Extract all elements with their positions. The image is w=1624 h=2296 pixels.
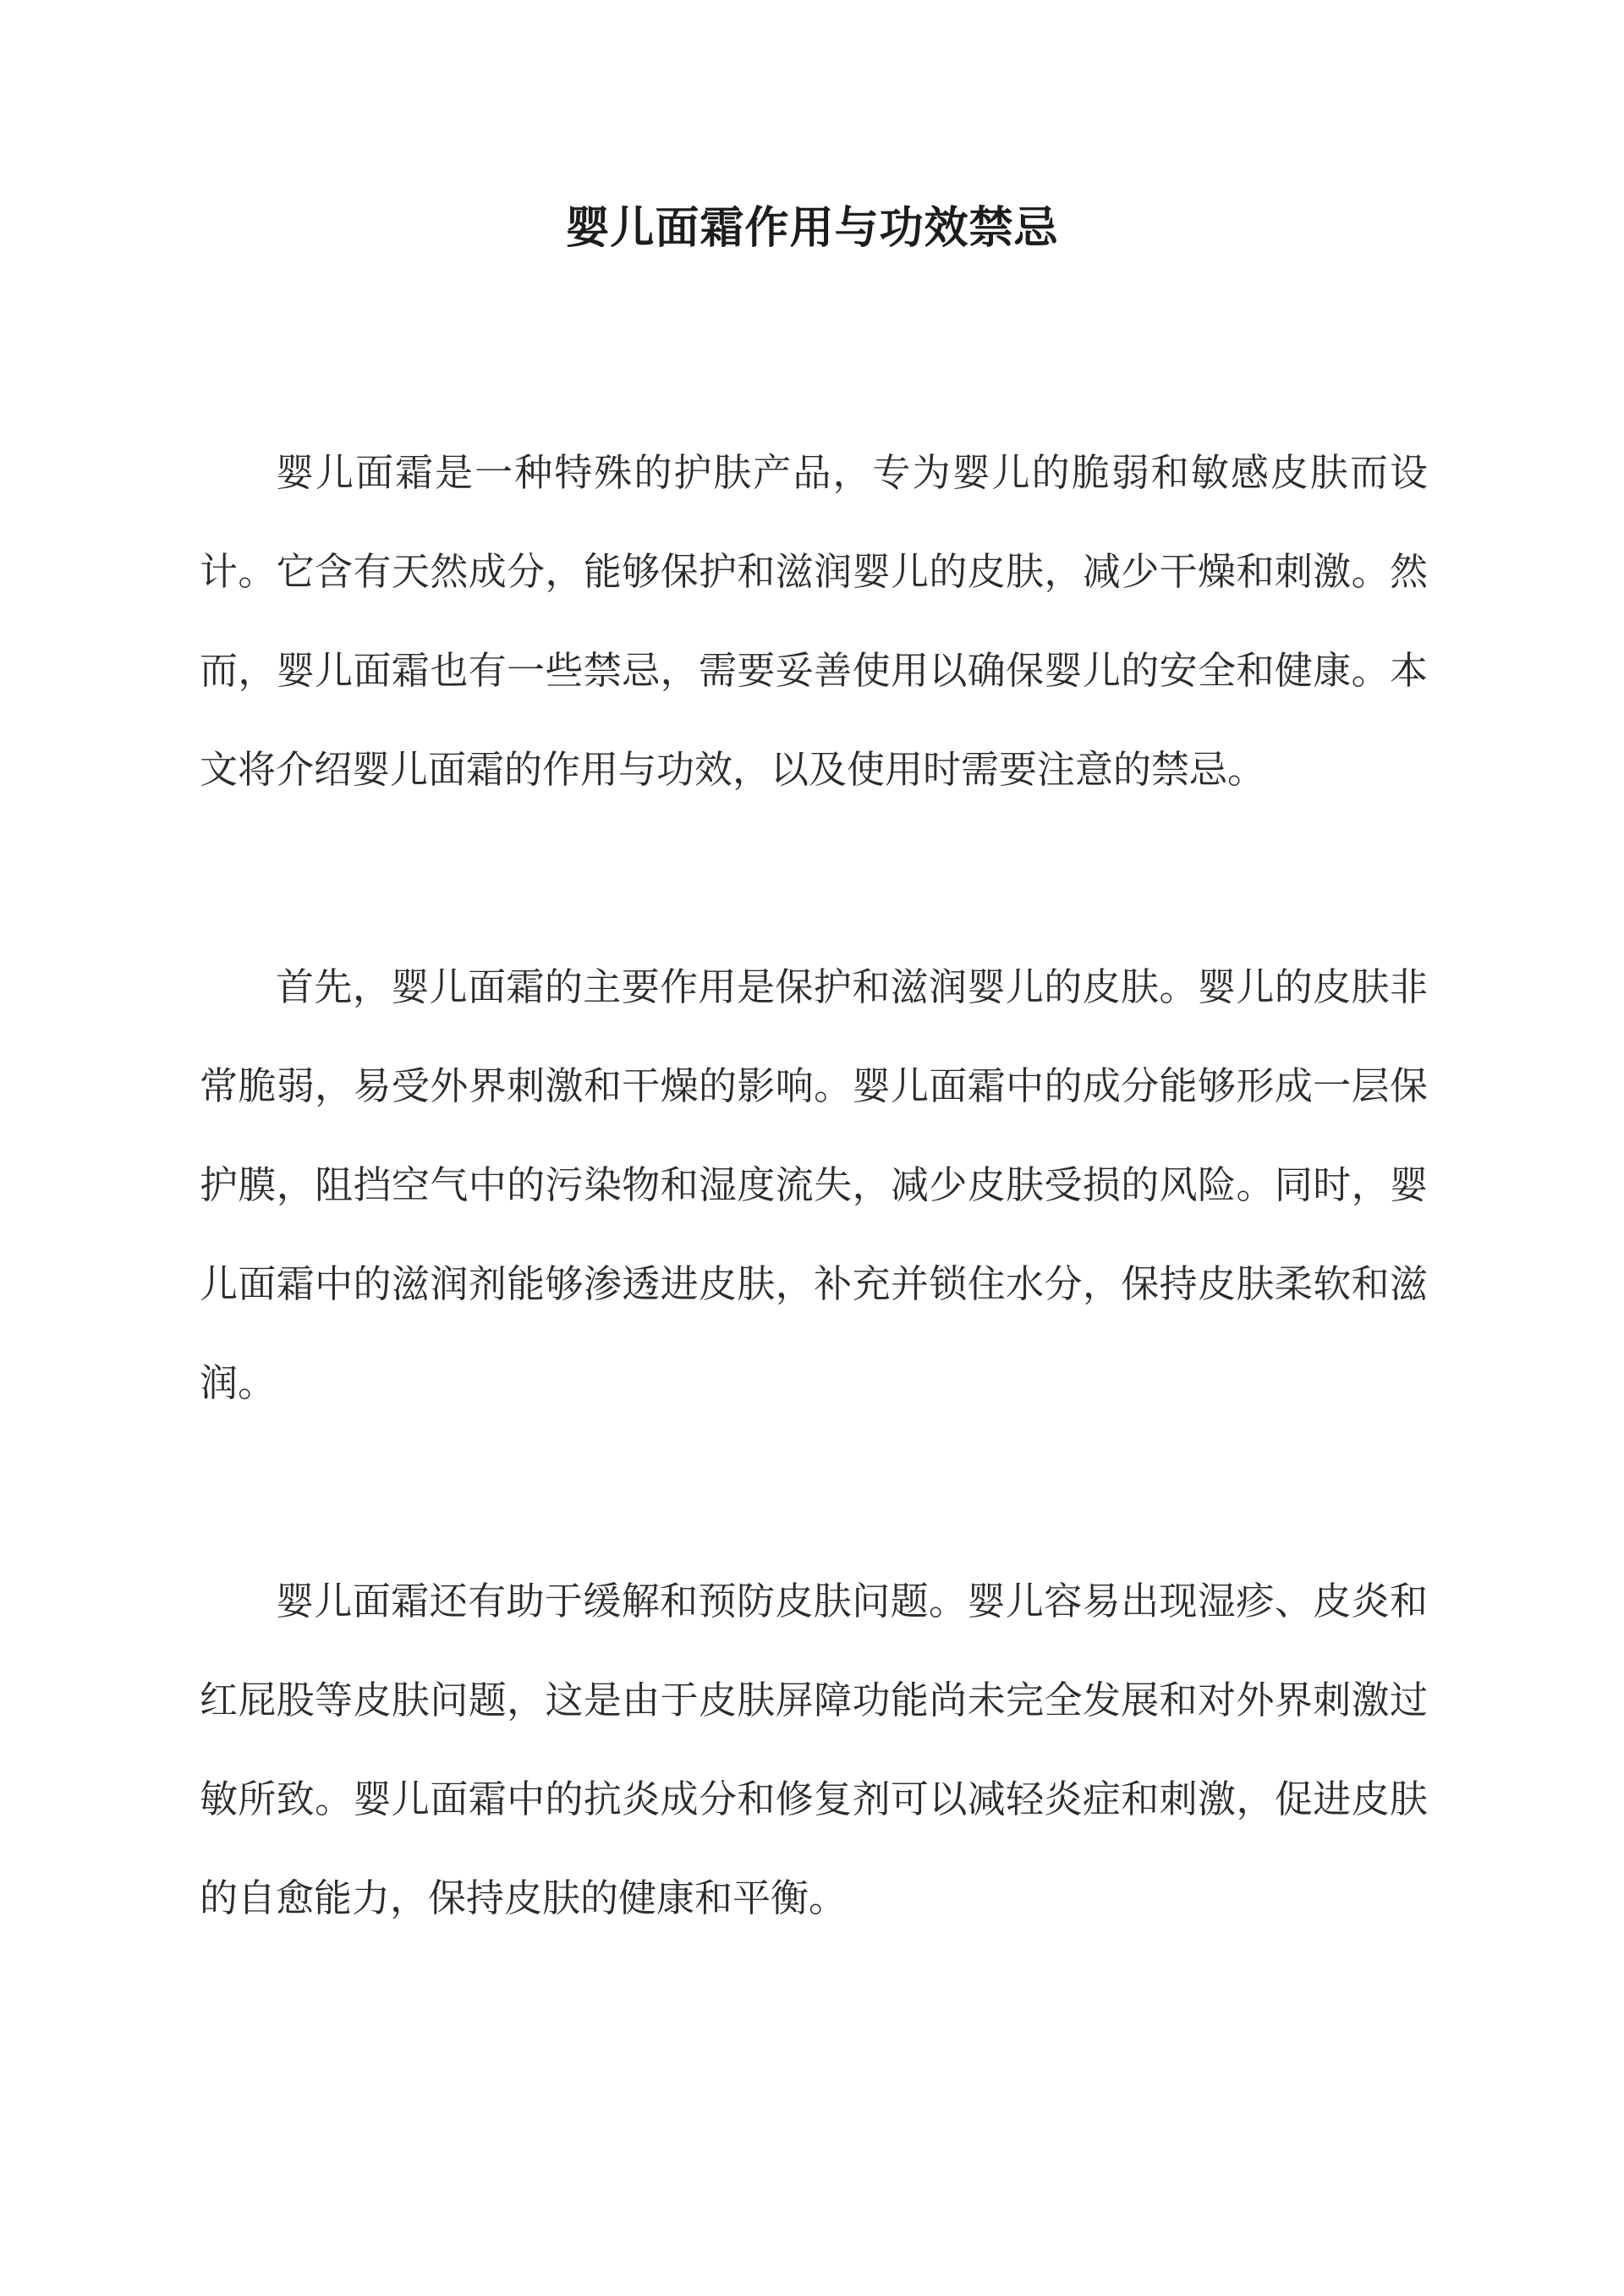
paragraph-skin-problems: 婴儿面霜还有助于缓解和预防皮肤问题。婴儿容易出现湿疹、皮炎和红屁股等皮肤问题，这是由于皮肤屏障功能尚未完全发展和对外界刺激过敏所致。婴儿面霜中的抗炎成分和修复剂可以减轻炎症和刺激，促进皮肤的自愈能力，保持皮肤的健康和平衡。 — [200, 1579, 1428, 1920]
document-title: 婴儿面霜作用与功效禁忌 — [565, 202, 1059, 254]
paragraph-protect-moisturize: 首先，婴儿面霜的主要作用是保护和滋润婴儿的皮肤。婴儿的皮肤非常脆弱，易受外界刺激和干燥的影响。婴儿面霜中的成分能够形成一层保护膜，阻挡空气中的污染物和湿度流失，减少皮肤受损的风险。同时，婴儿面霜中的滋润剂能够渗透进皮肤，补充并锁住水分，保持皮肤柔软和滋润。 — [200, 964, 1428, 1405]
paragraph-intro: 婴儿面霜是一种特殊的护肤产品，专为婴儿的脆弱和敏感皮肤而设计。它含有天然成分，能够保护和滋润婴儿的皮肤，减少干燥和刺激。然而，婴儿面霜也有一些禁忌，需要妥善使用以确保婴儿的安全和健康。本文将介绍婴儿面霜的作用与功效，以及使用时需要注意的禁忌。 — [200, 450, 1428, 792]
